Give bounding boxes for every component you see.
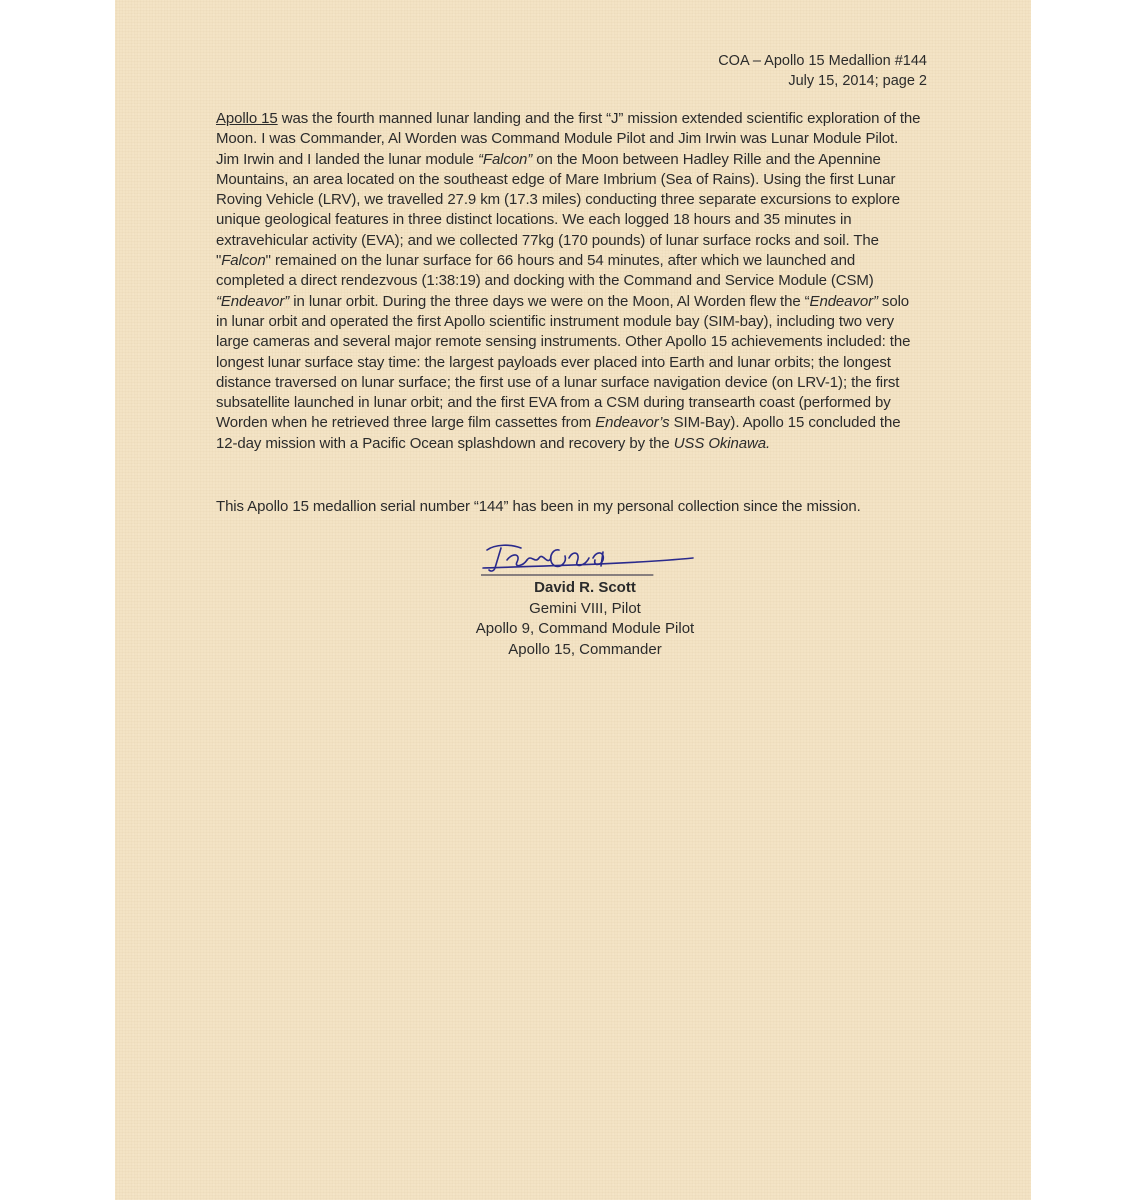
signature-block (415, 578, 755, 660)
paragraph-text: " remained on the lunar surface for 66 hours and 54 minutes, after which we launched and completed a direct rendezvous (1:38:19) and docking with the Command and Service Module (CSM) (216, 252, 874, 290)
collection-statement: This Apollo 15 medallion serial number “144” has been in my personal collection since the mission. (216, 498, 861, 515)
lunar-module-name: “Falcon” (477, 150, 533, 168)
header-date-page: July 15, 2014; page 2 (788, 73, 927, 89)
lunar-module-name: Falcon (221, 252, 266, 270)
mission-paragraph (216, 109, 924, 454)
mission-name: Apollo 15 (216, 110, 278, 127)
signatory-title: Gemini VIII, Pilot (529, 599, 641, 617)
command-module-name: Endeavor” (809, 292, 878, 310)
signatory-name: David R. Scott (534, 579, 636, 596)
signatory-title: Apollo 9, Command Module Pilot (475, 620, 695, 637)
paragraph-text: solo in lunar orbit and operated the first Apollo scientific instrument module bay (SIM-bay), including two very large cameras and several major remote sensing instruments. Other Apollo 15 achievements included: the longest lunar surface stay time: the largest payloads ever placed into Earth and lunar orbits; the longest distance traversed on lunar surface; the first use of a lunar surface navigation device (on LRV-1); the first subsatellite launched in lunar orbit; and the first EVA from a CSM during transearth coast (performed by Worden when he retrieved three large film cassettes from (216, 292, 911, 432)
signatory-title: Apollo 15, Commander (508, 640, 662, 658)
recovery-ship-name: USS Okinawa. (673, 434, 771, 452)
header-title: COA – Apollo 15 Medallion #144 (718, 53, 927, 69)
handwritten-signature (481, 540, 696, 580)
document-header (718, 51, 927, 91)
paragraph-text: in lunar orbit. During the three days we were on the Moon, Al Worden flew the “ (289, 292, 810, 310)
document-page (115, 0, 1031, 1200)
paragraph-text: on the Moon between Hadley Rille and the Apennine Mountains, an area located on the southeast edge of Mare Imbrium (Sea of Rains). Using the first Lunar Roving Vehicle (LRV), we travelled 27.9 km (17.3 miles) conducting three separate excursions to explore unique geological features in three distinct locations. We each logged 18 hours and 35 minutes in extravehicular activity (EVA); and we collected 77kg (170 pounds) of lunar surface rocks and soil. The " (216, 150, 900, 270)
paragraph-text: SIM-Bay). Apollo 15 concluded the 12-day mission with a Pacific Ocean splashdown and recovery by the (216, 414, 901, 452)
command-module-name: “Endeavor” (216, 292, 290, 310)
paragraph-text: was the fourth manned lunar landing and the first “J” mission extended scientific exploration of the Moon. I was Commander, Al Worden was Command Module Pilot and Jim Irwin was Lunar Module Pilot. Jim Irwin and I landed the lunar module (216, 110, 921, 168)
command-module-name: Endeavor’s (595, 414, 670, 432)
